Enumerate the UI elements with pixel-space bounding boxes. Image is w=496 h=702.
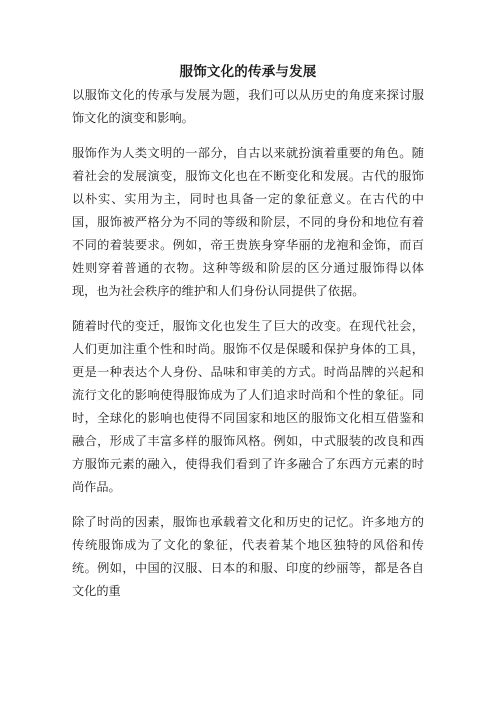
- paragraph-intro: 以服饰文化的传承与发展为题，我们可以从历史的角度来探讨服饰文化的演变和影响。: [72, 88, 424, 125]
- paragraph-modern: 随着时代的变迁，服饰文化也发生了巨大的改变。在现代社会，人们更加注重个性和时尚。服饰不仅是保暖和保护身体的工具，更是一种表达个人身份、品味和审美的方式。时尚品牌的兴起和流行文化的影响使得服饰成为了人们追求时尚和个性的象征。同时，全球化的影响也使得不同国家和地区的服饰文化相互借鉴和融合，形成了丰富多样的服饰风格。例如，中式服装的改良和西方服饰元素的融入，使得我们看到了许多融合了东西方元素的时尚作品。: [72, 319, 424, 494]
- document-page: [72, 62, 424, 615]
- paragraph-history: 服饰作为人类文明的一部分，自古以来就扮演着重要的角色。随着社会的发展演变，服饰文化也在不断变化和发展。古代的服饰以朴实、实用为主，同时也具备一定的象征意义。在古代的中国，服饰被严格分为不同的等级和阶层，不同的身份和地位有着不同的着装要求。例如，帝王贵族身穿华丽的龙袍和金饰，而百姓则穿着普通的衣物。这种等级和阶层的区分通过服饰得以体现，也为社会秩序的维护和人们身份认同提供了依据。: [72, 146, 424, 298]
- document-title: 服饰文化的传承与发展: [179, 64, 317, 80]
- paragraph-tradition: 除了时尚的因素，服饰也承载着文化和历史的记忆。许多地方的传统服饰成为了文化的象征，代表着某个地区独特的风俗和传统。例如，中国的汉服、日本的和服、印度的纱丽等，都是各自文化的重: [72, 515, 424, 598]
